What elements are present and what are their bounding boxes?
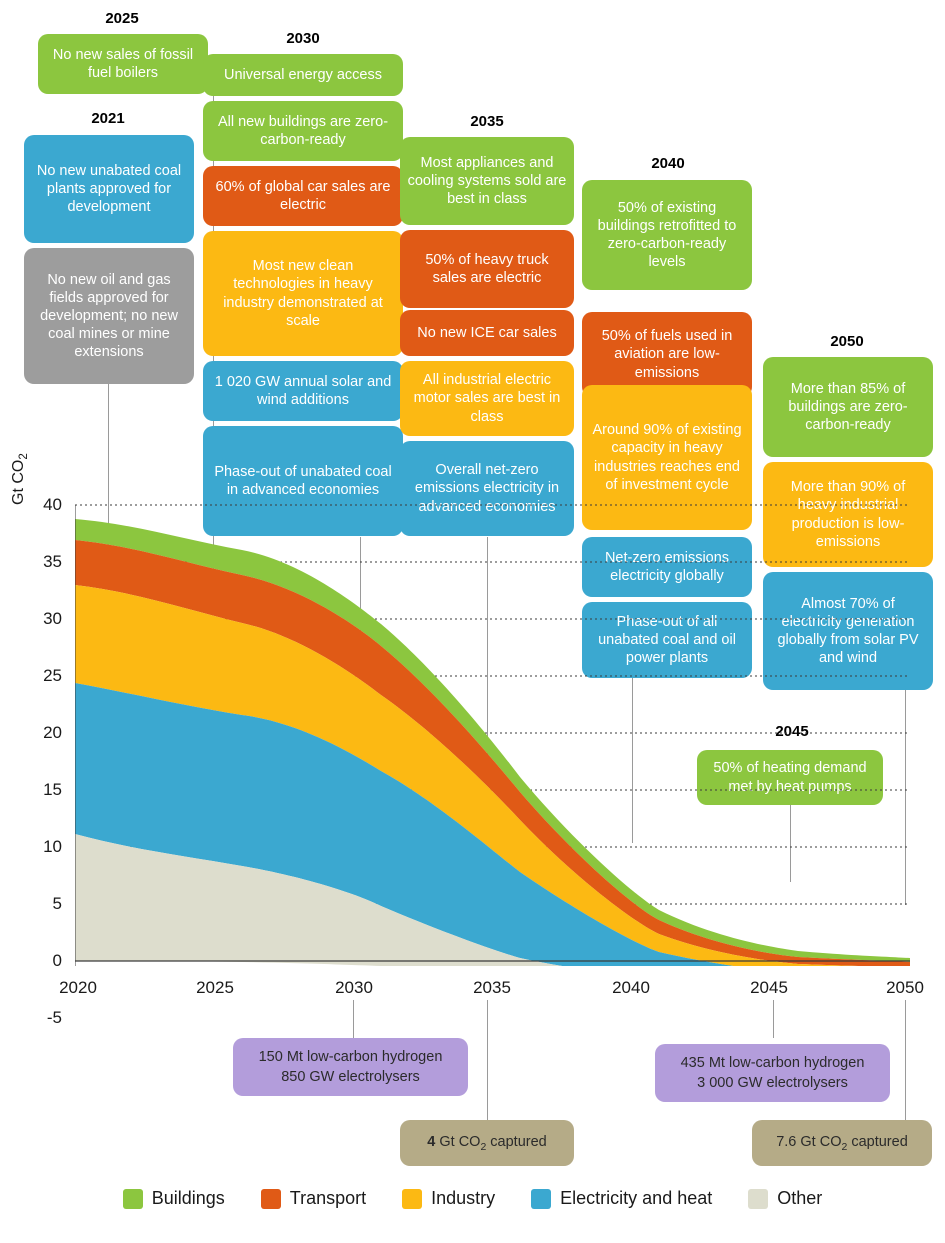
milestone-2035-no-new-ice-car-sales: No new ICE car sales <box>400 310 574 356</box>
milestone-2035-industrial-motor-sales: All industrial electric motor sales are best in class <box>400 361 574 436</box>
legend-swatch-other <box>748 1189 768 1209</box>
chart-legend <box>0 1188 945 1209</box>
callout-co2-captured-2035-text <box>427 1133 546 1154</box>
y-tick-minus5: -5 <box>46 1008 62 1027</box>
milestone-2035-net-zero-electricity-advanced: Overall net-zero emissions electricity in advanced economies <box>400 441 574 536</box>
year-label-2035: 2035 <box>470 113 504 130</box>
callout-co2-captured-2035-value: 4 <box>427 1133 436 1150</box>
y-tick-40: 40 <box>43 495 62 514</box>
milestone-2050-buildings-zero-carbon-ready: More than 85% of buildings are zero-carbon-ready <box>763 357 933 457</box>
callout-hydrogen-2035-line1: 150 Mt low-carbon hydrogen <box>258 1048 443 1065</box>
x-tick-2030: 2030 <box>335 978 373 997</box>
legend-label-other: Other <box>777 1188 823 1208</box>
y-tick-30: 30 <box>43 609 62 628</box>
milestone-2025-fossil-fuel-boilers: No new sales of fossil fuel boilers <box>38 34 208 94</box>
milestone-2030-coal-phaseout-advanced: Phase-out of unabated coal in advanced economies <box>203 426 403 536</box>
milestone-2040-heavy-industry-investment-cycle: Around 90% of existing capacity in heavy industries reaches end of investment cycle <box>582 385 752 530</box>
area-chart-plot <box>75 496 910 966</box>
milestone-2050-solar-pv-and-wind-share: Almost 70% of electricity generation globally from solar PV and wind <box>763 572 933 690</box>
x-tick-2020: 2020 <box>59 978 97 997</box>
legend-label-electricity-and-heat: Electricity and heat <box>560 1188 713 1208</box>
milestone-2035-heavy-truck-sales: 50% of heavy truck sales are electric <box>400 230 574 308</box>
y-axis-title-text: Gt CO <box>10 459 27 505</box>
milestone-2040-aviation-low-emissions-fuels: 50% of fuels used in aviation are low-emissions <box>582 312 752 397</box>
legend-item-transport <box>261 1188 366 1209</box>
x-tick-2050: 2050 <box>886 978 924 997</box>
year-label-2025: 2025 <box>105 10 139 27</box>
x-tick-2025: 2025 <box>196 978 234 997</box>
milestone-2040-net-zero-electricity-global: Net-zero emissions electricity globally <box>582 537 752 597</box>
callout-co2-captured-2035-rest: Gt CO <box>435 1133 481 1150</box>
milestone-2040-buildings-retrofitted: 50% of existing buildings retrofitted to zero-carbon-ready levels <box>582 180 752 290</box>
callout-co2-captured-2035-tail: captured <box>486 1133 547 1150</box>
legend-swatch-industry <box>402 1189 422 1209</box>
legend-item-buildings <box>123 1188 225 1209</box>
leader-line-captured-2050 <box>905 1000 906 1120</box>
x-tick-2035: 2035 <box>473 978 511 997</box>
callout-co2-captured-2050-value: 7.6 <box>776 1133 797 1150</box>
leader-line-captured-2035 <box>487 1000 488 1120</box>
y-tick-10: 10 <box>43 837 62 856</box>
milestone-2035-appliances-best-in-class: Most appliances and cooling systems sold are best in class <box>400 137 574 225</box>
milestone-2050-heavy-industrial-production: More than 90% of heavy industrial production is low-emissions <box>763 462 933 567</box>
legend-item-industry <box>402 1188 495 1209</box>
callout-hydrogen-2045 <box>655 1044 890 1102</box>
legend-swatch-transport <box>261 1189 281 1209</box>
callout-co2-captured-2050-rest: Gt CO <box>796 1133 842 1150</box>
year-label-2040: 2040 <box>651 155 685 172</box>
callout-co2-captured-2050-sub: 2 <box>841 1141 848 1153</box>
year-label-2030: 2030 <box>286 30 320 47</box>
y-axis-title-sub: 2 <box>18 453 31 460</box>
callout-hydrogen-2035-line2: 850 GW electrolysers <box>281 1069 420 1085</box>
year-label-2021: 2021 <box>91 110 125 127</box>
callout-co2-captured-2035 <box>400 1120 574 1166</box>
year-label-2045: 2045 <box>775 723 809 740</box>
milestone-2030-universal-energy-access: Universal energy access <box>203 54 403 96</box>
legend-label-buildings: Buildings <box>151 1188 225 1208</box>
callout-hydrogen-2045-line2: 3 000 GW electrolysers <box>697 1075 848 1091</box>
legend-item-other <box>748 1188 822 1209</box>
milestone-2030-zero-carbon-ready-buildings: All new buildings are zero-carbon-ready <box>203 101 403 161</box>
x-tick-2045: 2045 <box>750 978 788 997</box>
y-tick-25: 25 <box>43 666 62 685</box>
milestone-2021-no-new-oil-gas-fields: No new oil and gas fields approved for development; no new coal mines or mine extensions <box>24 248 194 384</box>
milestone-2040-phaseout-coal-oil-plants: Phase-out of all unabated coal and oil power plants <box>582 602 752 678</box>
legend-item-electricity-and-heat <box>531 1188 712 1209</box>
y-tick-20: 20 <box>43 723 62 742</box>
milestone-2021-no-new-coal-plants: No new unabated coal plants approved for development <box>24 135 194 243</box>
x-tick-2040: 2040 <box>612 978 650 997</box>
callout-hydrogen-2035 <box>233 1038 468 1096</box>
milestone-2045-heat-pumps: 50% of heating demand met by heat pumps <box>697 750 883 805</box>
milestone-2030-electric-car-sales: 60% of global car sales are electric <box>203 166 403 226</box>
leader-line-hydrogen-2035 <box>353 1000 354 1038</box>
leader-line-hydrogen-2045 <box>773 1000 774 1038</box>
callout-co2-captured-2050 <box>752 1120 932 1166</box>
callout-co2-captured-2035-sub: 2 <box>480 1141 487 1153</box>
milestone-2030-clean-tech-heavy-industry: Most new clean technologies in heavy industry demonstrated at scale <box>203 231 403 356</box>
callout-co2-captured-2050-tail: captured <box>847 1133 908 1150</box>
legend-label-industry: Industry <box>431 1188 496 1208</box>
y-tick-5: 5 <box>52 894 62 913</box>
y-tick-0: 0 <box>52 951 62 970</box>
legend-swatch-electricity-and-heat <box>531 1189 551 1209</box>
y-tick-35: 35 <box>43 552 62 571</box>
year-label-2050: 2050 <box>830 333 864 350</box>
legend-label-transport: Transport <box>289 1188 367 1208</box>
callout-hydrogen-2045-line1: 435 Mt low-carbon hydrogen <box>680 1054 865 1071</box>
callout-co2-captured-2050-text <box>776 1133 908 1154</box>
legend-swatch-buildings <box>123 1189 143 1209</box>
y-tick-15: 15 <box>43 780 62 799</box>
milestone-2030-solar-wind-additions: 1 020 GW annual solar and wind additions <box>203 361 403 421</box>
